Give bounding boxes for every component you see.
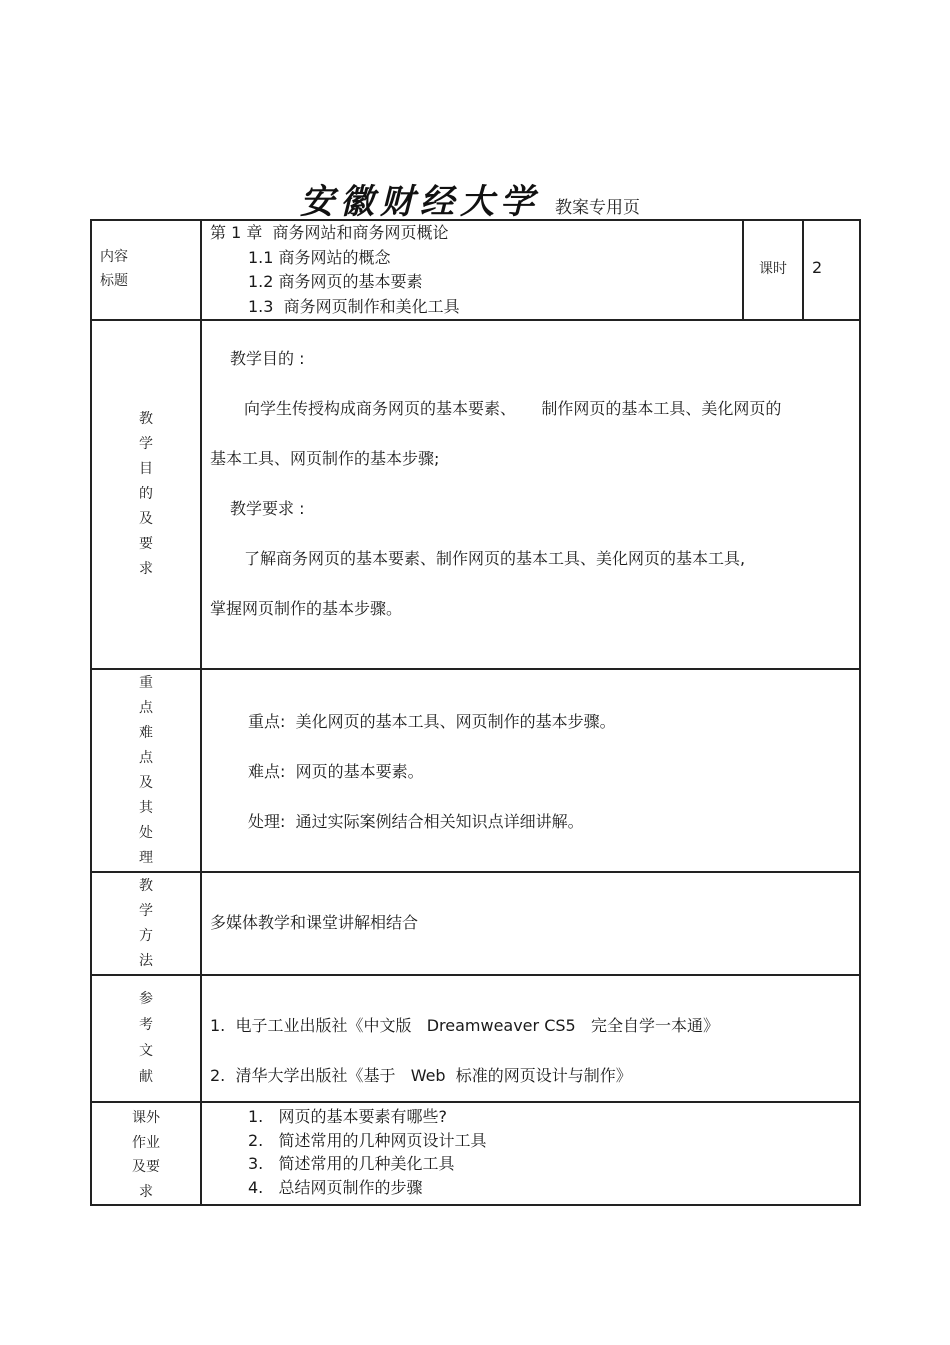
references-label-char: 文	[139, 1043, 153, 1059]
key-points-label-char: 难	[139, 725, 153, 741]
key-points-row	[91, 669, 860, 872]
handling-text: 处理: 通过实际案例结合相关知识点详细讲解。	[248, 812, 584, 831]
section-item: 1.2 商务网页的基本要素	[248, 272, 423, 291]
homework-label-line: 课外	[132, 1110, 160, 1126]
references-label-cell	[91, 975, 201, 1102]
homework-label-line: 作业	[132, 1134, 160, 1151]
reference-item: 1. 电子工业出版社《中文版 Dreamweaver CS5 完全自学一本通》	[210, 1016, 719, 1035]
references-label-char: 献	[139, 1069, 153, 1085]
section-item: 1.1 商务网站的概念	[248, 247, 391, 267]
objectives-row	[91, 320, 860, 669]
topic-content-cell	[201, 220, 743, 320]
hours-label: 课时	[759, 261, 787, 277]
homework-item: 3. 简述常用的几种美化工具	[248, 1154, 455, 1173]
hours-label-cell	[743, 220, 803, 320]
key-points-label-char: 处	[139, 825, 153, 841]
goal-text: 向学生传授构成商务网页的基本要素、 制作网页的基本工具、美化网页的	[244, 399, 782, 418]
references-label-char: 考	[139, 1017, 153, 1033]
section-item: 1.3 商务网页制作和美化工具	[248, 296, 460, 316]
method-label-char: 方	[139, 928, 153, 944]
topic-label-cell	[91, 220, 201, 320]
homework-label-cell	[91, 1102, 201, 1205]
method-label-char: 学	[139, 903, 153, 919]
requirement-heading: 教学要求 :	[230, 499, 305, 518]
homework-item: 4. 总结网页制作的步骤	[248, 1177, 423, 1197]
method-row	[91, 872, 860, 975]
page-header	[0, 160, 950, 220]
objectives-label-cell	[91, 320, 201, 669]
method-label-char: 教	[139, 878, 153, 894]
key-points-label-cell	[91, 669, 201, 872]
key-points-label-char: 重	[139, 675, 153, 691]
chapter-title: 第 1 章 商务网站和商务网页概论	[210, 223, 449, 242]
homework-content-cell	[201, 1102, 860, 1205]
hours-value: 2	[812, 258, 823, 277]
references-label-char: 参	[139, 991, 153, 1007]
objectives-label-char: 的	[139, 486, 153, 502]
topic-row	[91, 220, 860, 320]
objectives-label-char: 目	[139, 461, 153, 477]
key-points-label-char: 理	[139, 850, 153, 866]
objectives-content-cell	[201, 320, 860, 669]
hours-value-cell	[803, 220, 860, 320]
key-points-label-char: 点	[139, 700, 153, 716]
method-label-cell	[91, 872, 201, 975]
method-label-char: 法	[139, 953, 153, 969]
topic-label-line-2: 标题	[100, 273, 128, 289]
university-logo: 安徽财经大学	[300, 182, 540, 222]
objectives-label-char: 求	[139, 561, 153, 577]
goal-heading: 教学目的 :	[230, 349, 305, 368]
homework-item: 1. 网页的基本要素有哪些?	[248, 1107, 448, 1126]
homework-row	[91, 1102, 860, 1205]
lesson-plan-table	[90, 219, 861, 1206]
references-row	[91, 975, 860, 1102]
page-subtitle: 教案专用页	[555, 198, 640, 218]
homework-item: 2. 简述常用的几种网页设计工具	[248, 1130, 487, 1150]
objectives-label-char: 教	[139, 411, 153, 427]
topic-label-line-1: 内容	[100, 249, 128, 265]
method-text: 多媒体教学和课堂讲解相结合	[210, 913, 419, 932]
homework-label-line: 求	[139, 1183, 153, 1200]
key-points-label-char: 其	[139, 800, 153, 816]
homework-label-line: 及要	[132, 1159, 160, 1175]
goal-text: 基本工具、网页制作的基本步骤;	[210, 449, 440, 468]
key-points-label-char: 点	[139, 750, 153, 766]
method-content-cell	[201, 872, 860, 975]
difficulty-text: 难点: 网页的基本要素。	[248, 762, 424, 781]
objectives-label-char: 及	[139, 511, 153, 527]
key-point-text: 重点: 美化网页的基本工具、网页制作的基本步骤。	[248, 712, 616, 731]
key-points-content-cell	[201, 669, 860, 872]
requirement-text: 了解商务网页的基本要素、制作网页的基本工具、美化网页的基本工具,	[244, 549, 746, 568]
references-content-cell	[201, 975, 860, 1102]
reference-item: 2. 清华大学出版社《基于 Web 标准的网页设计与制作》	[210, 1066, 632, 1085]
objectives-label-char: 学	[139, 436, 153, 452]
objectives-label-char: 要	[139, 536, 153, 552]
requirement-text: 掌握网页制作的基本步骤。	[210, 599, 403, 618]
key-points-label-char: 及	[139, 775, 153, 791]
